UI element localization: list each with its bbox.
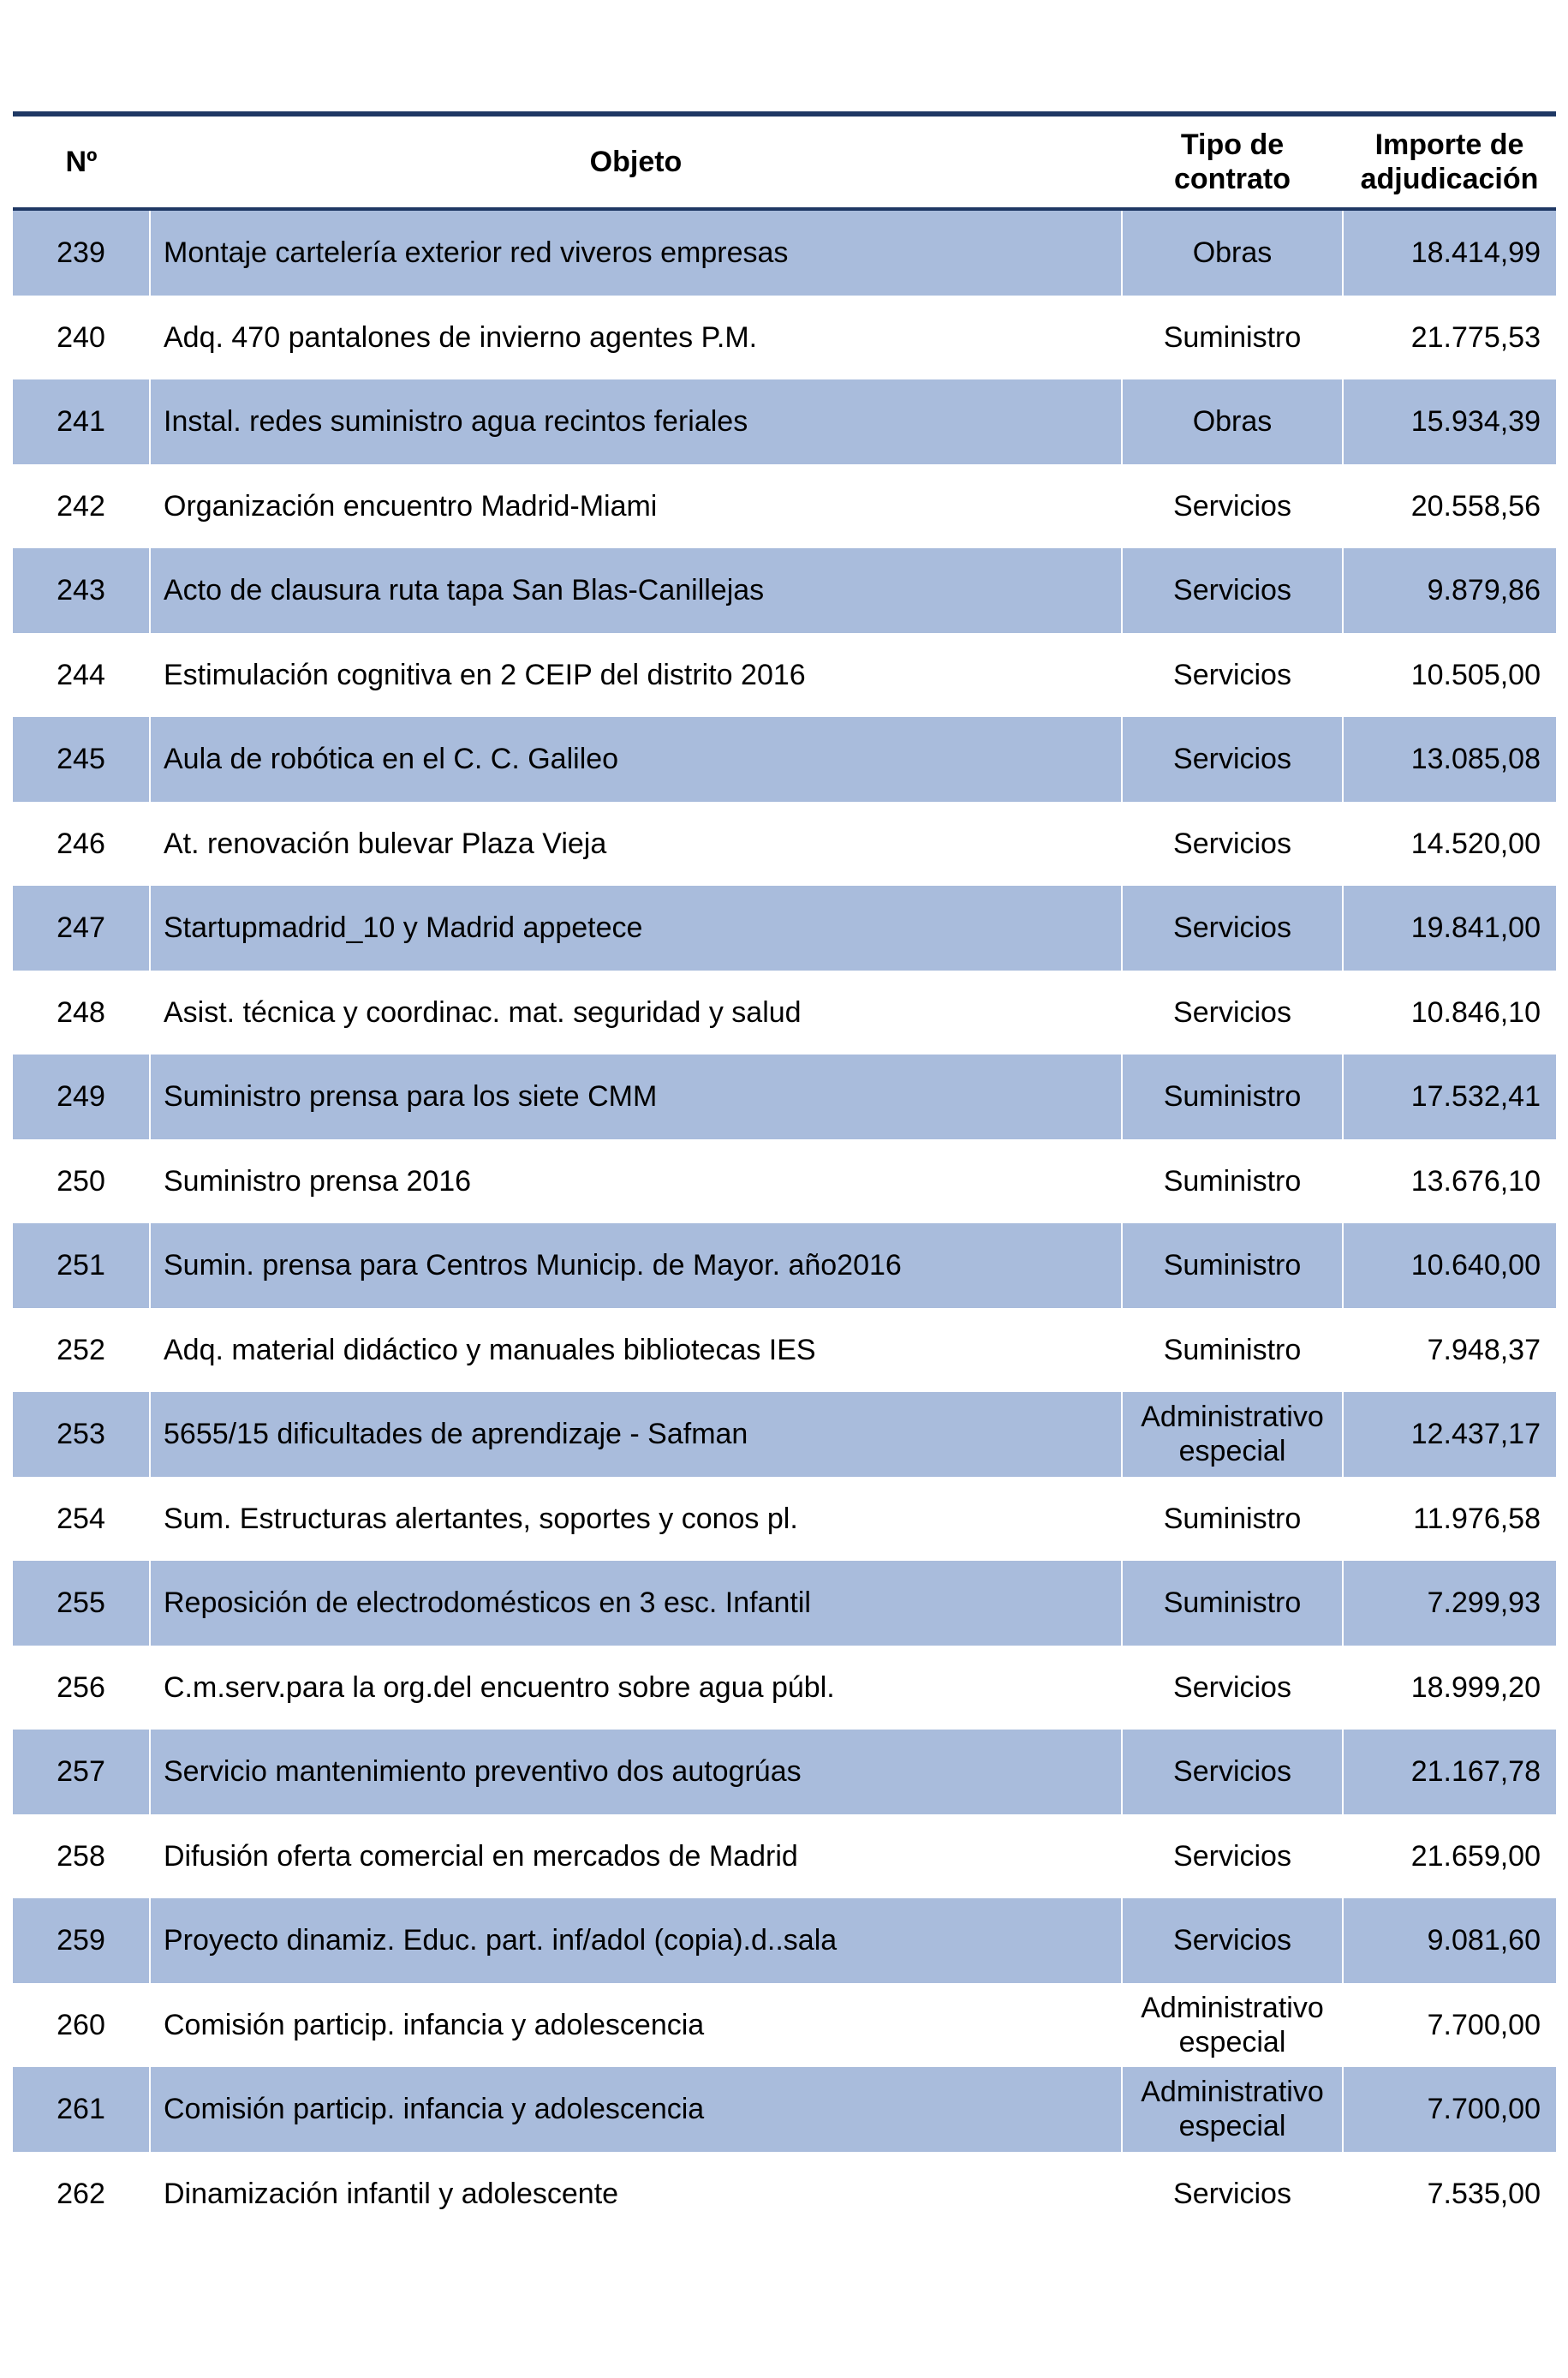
cell-tipo: Servicios xyxy=(1122,2152,1343,2237)
cell-tipo: Obras xyxy=(1122,379,1343,464)
cell-tipo: Servicios xyxy=(1122,971,1343,1055)
cell-no: 249 xyxy=(13,1055,150,1139)
table-row xyxy=(13,296,1556,380)
table-row xyxy=(13,379,1556,464)
table-header xyxy=(13,117,1556,209)
cell-importe: 21.167,78 xyxy=(1343,1730,1556,1814)
cell-tipo: Servicios xyxy=(1122,1730,1343,1814)
cell-objeto: Suministro prensa para los siete CMM xyxy=(150,1055,1122,1139)
cell-no: 255 xyxy=(13,1561,150,1646)
table-row xyxy=(13,1392,1556,1477)
cell-no: 260 xyxy=(13,1983,150,2068)
cell-objeto: 5655/15 dificultades de aprendizaje - Safman xyxy=(150,1392,1122,1477)
cell-no: 246 xyxy=(13,802,150,887)
cell-objeto: Reposición de electrodomésticos en 3 esc. Infantil xyxy=(150,1561,1122,1646)
table-row xyxy=(13,2152,1556,2237)
cell-importe: 7.700,00 xyxy=(1343,2067,1556,2152)
cell-tipo: Servicios xyxy=(1122,1646,1343,1730)
table-row xyxy=(13,633,1556,718)
cell-importe: 7.700,00 xyxy=(1343,1983,1556,2068)
table-row xyxy=(13,971,1556,1055)
header-tipo-contrato: Tipo de contrato xyxy=(1122,117,1343,209)
cell-no: 262 xyxy=(13,2152,150,2237)
cell-importe: 15.934,39 xyxy=(1343,379,1556,464)
cell-importe: 10.505,00 xyxy=(1343,633,1556,718)
cell-no: 253 xyxy=(13,1392,150,1477)
cell-tipo: Suministro xyxy=(1122,1308,1343,1393)
cell-tipo: Servicios xyxy=(1122,886,1343,971)
cell-objeto: Adq. material didáctico y manuales bibliotecas IES xyxy=(150,1308,1122,1393)
table-row xyxy=(13,1730,1556,1814)
cell-no: 251 xyxy=(13,1223,150,1308)
contracts-table-container xyxy=(13,111,1556,2236)
cell-no: 250 xyxy=(13,1139,150,1224)
cell-tipo: Servicios xyxy=(1122,802,1343,887)
cell-importe: 20.558,56 xyxy=(1343,464,1556,549)
header-objeto: Objeto xyxy=(150,117,1122,209)
cell-objeto: Comisión particip. infancia y adolescencia xyxy=(150,1983,1122,2068)
table-row xyxy=(13,209,1556,296)
cell-objeto: Comisión particip. infancia y adolescencia xyxy=(150,2067,1122,2152)
table-row xyxy=(13,2067,1556,2152)
cell-objeto: Aula de robótica en el C. C. Galileo xyxy=(150,717,1122,802)
cell-importe: 13.085,08 xyxy=(1343,717,1556,802)
cell-objeto: Startupmadrid_10 y Madrid appetece xyxy=(150,886,1122,971)
table-row xyxy=(13,1139,1556,1224)
cell-objeto: Acto de clausura ruta tapa San Blas-Canillejas xyxy=(150,548,1122,633)
cell-objeto: Proyecto dinamiz. Educ. part. inf/adol (copia).d..sala xyxy=(150,1898,1122,1983)
cell-tipo: Servicios xyxy=(1122,1814,1343,1899)
table-body xyxy=(13,209,1556,2236)
cell-objeto: C.m.serv.para la org.del encuentro sobre agua públ. xyxy=(150,1646,1122,1730)
cell-importe: 21.659,00 xyxy=(1343,1814,1556,1899)
cell-objeto: At. renovación bulevar Plaza Vieja xyxy=(150,802,1122,887)
contracts-table xyxy=(13,117,1556,2236)
cell-tipo: Administrativo especial xyxy=(1122,1983,1343,2068)
cell-tipo: Suministro xyxy=(1122,1477,1343,1562)
cell-tipo: Administrativo especial xyxy=(1122,1392,1343,1477)
cell-no: 242 xyxy=(13,464,150,549)
table-row xyxy=(13,1477,1556,1562)
cell-importe: 9.879,86 xyxy=(1343,548,1556,633)
table-row xyxy=(13,1814,1556,1899)
cell-no: 261 xyxy=(13,2067,150,2152)
cell-no: 254 xyxy=(13,1477,150,1562)
cell-tipo: Servicios xyxy=(1122,548,1343,633)
cell-no: 239 xyxy=(13,209,150,296)
table-row xyxy=(13,1055,1556,1139)
cell-importe: 14.520,00 xyxy=(1343,802,1556,887)
header-no: Nº xyxy=(13,117,150,209)
cell-importe: 18.999,20 xyxy=(1343,1646,1556,1730)
cell-no: 257 xyxy=(13,1730,150,1814)
cell-no: 259 xyxy=(13,1898,150,1983)
cell-importe: 17.532,41 xyxy=(1343,1055,1556,1139)
table-row xyxy=(13,1898,1556,1983)
cell-objeto: Sum. Estructuras alertantes, soportes y conos pl. xyxy=(150,1477,1122,1562)
cell-importe: 9.081,60 xyxy=(1343,1898,1556,1983)
table-row xyxy=(13,1646,1556,1730)
cell-tipo: Suministro xyxy=(1122,1223,1343,1308)
cell-objeto: Estimulación cognitiva en 2 CEIP del distrito 2016 xyxy=(150,633,1122,718)
header-importe-adjudicacion: Importe de adjudicación xyxy=(1343,117,1556,209)
cell-importe: 7.299,93 xyxy=(1343,1561,1556,1646)
cell-no: 256 xyxy=(13,1646,150,1730)
cell-importe: 12.437,17 xyxy=(1343,1392,1556,1477)
table-row xyxy=(13,717,1556,802)
cell-no: 241 xyxy=(13,379,150,464)
cell-tipo: Suministro xyxy=(1122,1561,1343,1646)
cell-no: 252 xyxy=(13,1308,150,1393)
cell-importe: 19.841,00 xyxy=(1343,886,1556,971)
table-row xyxy=(13,1223,1556,1308)
cell-no: 240 xyxy=(13,296,150,380)
cell-tipo: Suministro xyxy=(1122,296,1343,380)
cell-importe: 21.775,53 xyxy=(1343,296,1556,380)
cell-no: 245 xyxy=(13,717,150,802)
header-row xyxy=(13,117,1556,209)
cell-tipo: Servicios xyxy=(1122,717,1343,802)
cell-objeto: Sumin. prensa para Centros Municip. de Mayor. año2016 xyxy=(150,1223,1122,1308)
cell-importe: 7.535,00 xyxy=(1343,2152,1556,2237)
cell-importe: 13.676,10 xyxy=(1343,1139,1556,1224)
cell-objeto: Organización encuentro Madrid-Miami xyxy=(150,464,1122,549)
cell-no: 243 xyxy=(13,548,150,633)
cell-importe: 18.414,99 xyxy=(1343,209,1556,296)
table-row xyxy=(13,464,1556,549)
cell-importe: 10.640,00 xyxy=(1343,1223,1556,1308)
table-row xyxy=(13,548,1556,633)
table-row xyxy=(13,1308,1556,1393)
cell-tipo: Suministro xyxy=(1122,1139,1343,1224)
cell-no: 258 xyxy=(13,1814,150,1899)
cell-no: 244 xyxy=(13,633,150,718)
cell-tipo: Administrativo especial xyxy=(1122,2067,1343,2152)
cell-importe: 7.948,37 xyxy=(1343,1308,1556,1393)
cell-tipo: Suministro xyxy=(1122,1055,1343,1139)
cell-objeto: Difusión oferta comercial en mercados de Madrid xyxy=(150,1814,1122,1899)
cell-objeto: Dinamización infantil y adolescente xyxy=(150,2152,1122,2237)
cell-tipo: Servicios xyxy=(1122,1898,1343,1983)
cell-objeto: Suministro prensa 2016 xyxy=(150,1139,1122,1224)
cell-tipo: Servicios xyxy=(1122,464,1343,549)
cell-objeto: Montaje cartelería exterior red viveros empresas xyxy=(150,209,1122,296)
cell-objeto: Servicio mantenimiento preventivo dos autogrúas xyxy=(150,1730,1122,1814)
table-row xyxy=(13,802,1556,887)
cell-objeto: Instal. redes suministro agua recintos feriales xyxy=(150,379,1122,464)
cell-tipo: Obras xyxy=(1122,209,1343,296)
table-row xyxy=(13,1983,1556,2068)
table-row xyxy=(13,1561,1556,1646)
table-row xyxy=(13,886,1556,971)
cell-importe: 10.846,10 xyxy=(1343,971,1556,1055)
cell-no: 248 xyxy=(13,971,150,1055)
cell-no: 247 xyxy=(13,886,150,971)
cell-tipo: Servicios xyxy=(1122,633,1343,718)
cell-objeto: Asist. técnica y coordinac. mat. seguridad y salud xyxy=(150,971,1122,1055)
cell-importe: 11.976,58 xyxy=(1343,1477,1556,1562)
cell-objeto: Adq. 470 pantalones de invierno agentes P.M. xyxy=(150,296,1122,380)
